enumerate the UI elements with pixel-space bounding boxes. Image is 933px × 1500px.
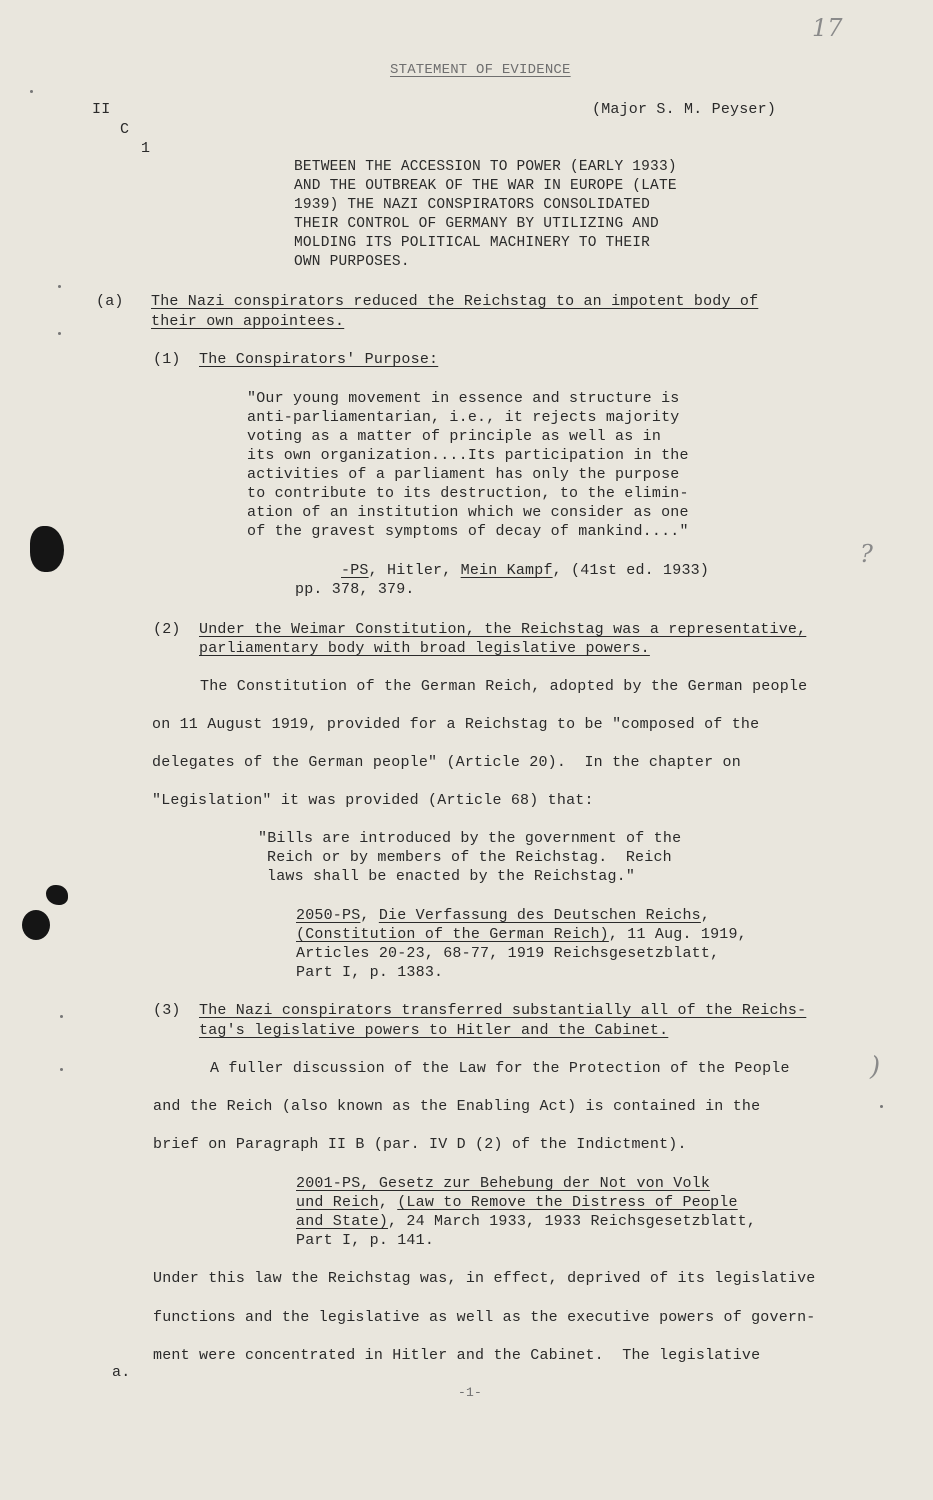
citation-enabling-act-line3 xyxy=(296,1212,756,1231)
item-3-label: (3) xyxy=(153,1002,181,1019)
paper-speck xyxy=(60,1015,63,1018)
quote-line: activities of a parliament has only the purpose xyxy=(247,466,680,483)
summary-line: BETWEEN THE ACCESSION TO POWER (EARLY 1933) xyxy=(294,159,677,175)
body-line: Under this law the Reichstag was, in effect, deprived of its legislative xyxy=(153,1270,816,1287)
summary-line: OWN PURPOSES. xyxy=(294,254,410,270)
section-a-heading: The Nazi conspirators reduced the Reichstag to an impotent body of xyxy=(151,293,759,310)
footer-page-number: -1- xyxy=(458,1385,483,1400)
body-line: ment were concentrated in Hitler and the Cabinet. The legislative xyxy=(153,1347,761,1364)
paper-speck xyxy=(58,332,61,335)
item-3-heading: The Nazi conspirators transferred substantially all of the Reichs- xyxy=(199,1002,807,1019)
summary-line: 1939) THE NAZI CONSPIRATORS CONSOLIDATED xyxy=(294,197,651,213)
section-a-heading: their own appointees. xyxy=(151,313,345,330)
quote-line: "Bills are introduced by the government of the xyxy=(258,830,682,847)
ink-blot xyxy=(46,885,68,905)
citation-enabling-act-line2: und Reich, (Law to Remove the Distress of People xyxy=(296,1194,738,1211)
citation-part: Part I, p. 141. xyxy=(296,1232,435,1249)
citation-part: Part I, p. 1383. xyxy=(296,964,444,981)
citation-edition: , (41st ed. 1933) xyxy=(552,562,710,579)
quote-line: Reich or by members of the Reichstag. Reich xyxy=(267,849,672,866)
citation-constitution: 2050-PS, Die Verfassung des Deutschen Reichs, xyxy=(296,907,711,924)
quote-line: of the gravest symptoms of decay of mankind...." xyxy=(247,523,689,540)
body-line: delegates of the German people" (Article 20). In the chapter on xyxy=(152,754,741,771)
outline-roman: II xyxy=(92,101,111,118)
outline-number: 1 xyxy=(141,140,151,157)
quote-line: ation of an institution which we consider as one xyxy=(247,504,689,521)
ink-blot xyxy=(22,910,50,940)
citation-articles: Articles 20-23, 68-77, 1919 Reichsgesetzblatt, xyxy=(296,945,720,962)
paper-speck xyxy=(58,285,61,288)
item-3-heading: tag's legislative powers to Hitler and the Cabinet. xyxy=(199,1022,669,1039)
margin-pencil-mark: ? xyxy=(860,540,873,568)
body-line: "Legislation" it was provided (Article 68) that: xyxy=(152,792,594,809)
summary-line: MOLDING ITS POLITICAL MACHINERY TO THEIR xyxy=(294,235,651,251)
summary-line: THEIR CONTROL OF GERMANY BY UTILIZING AND xyxy=(294,216,659,232)
citation-translation: (Constitution of the German Reich) xyxy=(296,926,609,943)
body-line: brief on Paragraph II B (par. IV D (2) of the Indictment). xyxy=(153,1136,687,1153)
paper-speck xyxy=(60,1068,63,1071)
body-line: on 11 August 1919, provided for a Reichstag to be "composed of the xyxy=(152,716,760,733)
citation-translation: (Law to Remove the Distress of People xyxy=(397,1194,738,1211)
quote-line: "Our young movement in essence and structure is xyxy=(247,390,680,407)
quote-line: its own organization....Its participation in the xyxy=(247,447,689,464)
body-line: and the Reich (also known as the Enabling Act) is contained in the xyxy=(153,1098,761,1115)
item-1-heading: The Conspirators' Purpose: xyxy=(199,351,439,368)
citation-mein-kampf xyxy=(295,561,709,580)
citation-date: , 24 March 1933, 1933 Reichsgesetzblatt, xyxy=(388,1213,757,1230)
quote-line: to contribute to its destruction, to the elimin- xyxy=(247,485,689,502)
author-line: (Major S. M. Peyser) xyxy=(592,101,777,118)
paper-speck xyxy=(30,90,33,93)
quote-line: voting as a matter of principle as well as in xyxy=(247,428,662,445)
quote-line: laws shall be enacted by the Reichstag." xyxy=(267,868,636,885)
handwritten-page-number: 17 xyxy=(812,14,843,42)
paper-speck xyxy=(880,1105,883,1108)
footer-mark: a. xyxy=(112,1364,131,1381)
citation-constitution-line2 xyxy=(296,925,747,944)
item-2-heading: parliamentary body with broad legislative powers. xyxy=(199,640,650,657)
section-a-label: (a) xyxy=(96,293,124,310)
citation-translation-end: and State) xyxy=(296,1213,389,1230)
item-2-heading: Under the Weimar Constitution, the Reichstag was a representative, xyxy=(199,621,807,638)
body-line: The Constitution of the German Reich, adopted by the German people xyxy=(200,678,808,695)
citation-pages: pp. 378, 379. xyxy=(295,581,415,598)
item-1-label: (1) xyxy=(153,351,181,368)
citation-doc-number: 2050-PS xyxy=(296,907,361,924)
citation-doc-number: -PS xyxy=(341,562,369,579)
margin-pencil-mark: ) xyxy=(870,1052,881,1082)
item-2-label: (2) xyxy=(153,621,181,638)
citation-title: Die Verfassung des Deutschen Reichs xyxy=(378,907,701,924)
outline-letter: C xyxy=(120,121,130,138)
body-line: functions and the legislative as well as the executive powers of govern- xyxy=(153,1309,816,1326)
document-title: STATEMENT OF EVIDENCE xyxy=(390,62,571,78)
body-line: A fuller discussion of the Law for the Protection of the People xyxy=(210,1060,790,1077)
quote-line: anti-parliamentarian, i.e., it rejects majority xyxy=(247,409,680,426)
citation-enabling-act: 2001-PS, Gesetz zur Behebung der Not von Volk xyxy=(296,1175,711,1192)
citation-title-end: und Reich xyxy=(296,1194,379,1211)
ink-blot xyxy=(30,526,64,572)
citation-title: Mein Kampf xyxy=(460,562,553,579)
citation-date: , 11 Aug. 1919, xyxy=(608,926,747,943)
citation-author: , Hitler, xyxy=(368,562,461,579)
summary-line: AND THE OUTBREAK OF THE WAR IN EUROPE (LATE xyxy=(294,178,677,194)
